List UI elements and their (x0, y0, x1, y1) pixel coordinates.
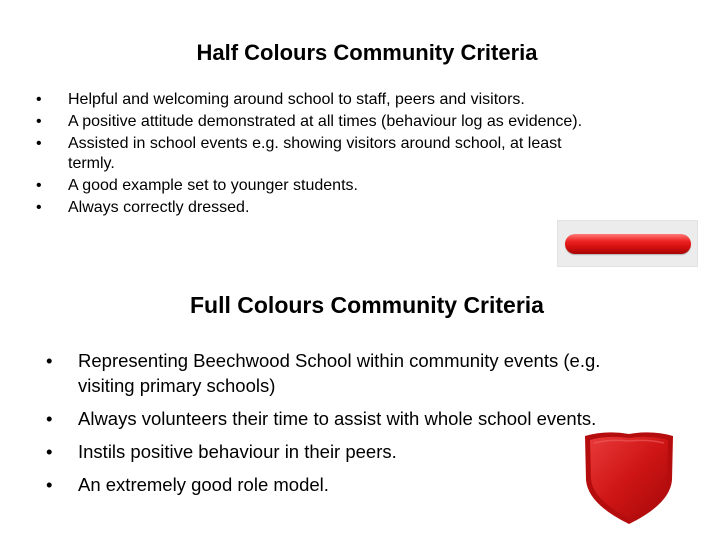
bullet: • (46, 408, 53, 429)
criteria-text: Helpful and welcoming around school to staff, peers and visitors. (68, 91, 525, 108)
bullet: • (36, 113, 42, 130)
half-colours-criteria-list (36, 90, 590, 220)
bullet: • (46, 350, 53, 371)
criteria-text: Instils positive behaviour in their peers. (78, 441, 397, 462)
full-colours-title: Full Colours Community Criteria (190, 292, 544, 318)
list-item (46, 439, 612, 464)
bullet: • (36, 91, 42, 108)
list-item (36, 112, 590, 132)
list-item (36, 176, 590, 196)
criteria-text: A positive attitude demonstrated at all times (behaviour log as evidence). (68, 113, 583, 130)
full-colours-criteria-list (46, 348, 612, 505)
red-shield-badge-icon (582, 428, 676, 526)
half-colours-badge-image (557, 220, 698, 267)
bullet: • (36, 177, 42, 194)
criteria-text: Always volunteers their time to assist with whole school events. (78, 408, 597, 429)
criteria-text: Always correctly dressed. (68, 199, 250, 216)
bullet: • (46, 474, 53, 495)
criteria-text: Assisted in school events e.g. showing visitors around school, at least termly. (68, 135, 562, 172)
bullet: • (46, 441, 53, 462)
bullet: • (36, 199, 42, 216)
criteria-text: A good example set to younger students. (68, 177, 358, 194)
half-colours-title: Half Colours Community Criteria (196, 40, 538, 65)
list-item (36, 198, 590, 218)
criteria-text: Representing Beechwood School within community events (e.g. visiting primary schools) (78, 350, 601, 396)
criteria-text: An extremely good role model. (78, 474, 329, 495)
list-item (46, 348, 612, 398)
list-item (46, 472, 612, 497)
list-item (36, 134, 590, 174)
list-item (46, 406, 612, 431)
list-item (36, 90, 590, 110)
bullet: • (36, 135, 42, 152)
red-bar-badge-icon (565, 234, 691, 254)
